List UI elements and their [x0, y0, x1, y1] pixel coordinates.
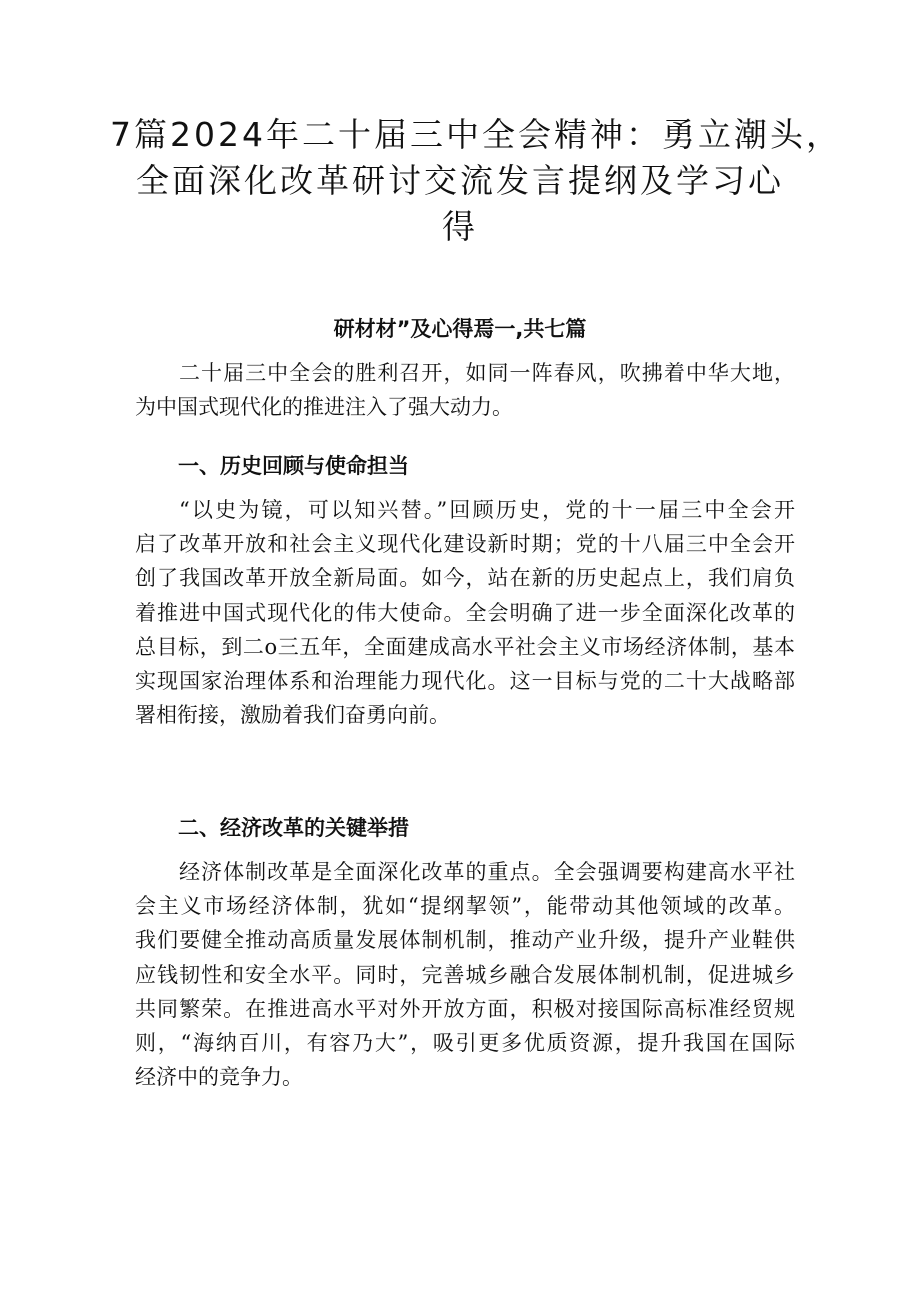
paragraph-line: 为中国式现代化的推进注入了强大动力。 [135, 395, 513, 420]
paragraph-line: 共同繁荣。在推进高水平对外开放方面，积极对接国际高标准经贸规 [135, 996, 795, 1021]
paragraph-line: “以史为镜，可以知兴替。”回顾历史，党的十一届三中全会开 [179, 498, 795, 522]
paragraph-line: 会主义市场经济体制，犹如“提纲挈领”，能带动其他领域的改革。 [135, 894, 795, 919]
intro-paragraph [135, 356, 795, 424]
paragraph-line: 总目标，到二o三五年，全面建成高水平社会主义市场经济体制，基本 [135, 634, 795, 659]
section-paragraph-history [135, 493, 795, 732]
paragraph-line: 经济体制改革是全面深化改革的重点。全会强调要构建高水平社 [179, 860, 795, 884]
paragraph-line: 二十届三中全会的胜利召开，如同一阵春风，吹拂着中华大地， [179, 361, 795, 385]
document-subtitle: 研材材”及心得焉一,共七篇 [333, 317, 587, 341]
title-line: 7篇2024年二十届三中全会精神：勇立潮头， [110, 115, 842, 154]
paragraph-line: 则，“海纳百川，有容乃大”，吸引更多优质资源，提升我国在国际 [135, 1031, 795, 1056]
paragraph-line: 经济中的竞争力。 [135, 1065, 303, 1090]
section-heading-economy: 二、经济改革的关键举措 [178, 816, 409, 840]
paragraph-line: 我们要健全推动高质量发展体制机制，推动产业升级，提升产业鞋供 [135, 928, 795, 953]
paragraph-line: 实现国家治理体系和治理能力现代化。这一目标与党的二十大战略部 [135, 669, 795, 694]
section-heading-history: 一、历史回顾与使命担当 [178, 454, 409, 478]
paragraph-line: 创了我国改革开放全新局面。如今，站在新的历史起点上，我们肩负 [135, 566, 795, 591]
paragraph-line: 应钱韧性和安全水平。同时，完善城乡融合发展体制机制，促进城乡 [135, 962, 795, 987]
title-line: 得 [442, 207, 478, 246]
paragraph-line: 着推进中国式现代化的伟大使命。全会明确了进一步全面深化改革的 [135, 600, 795, 625]
paragraph-line: 署相衔接，激励着我们奋勇向前。 [135, 703, 450, 728]
document-title [110, 112, 842, 250]
paragraph-line: 启了改革开放和社会主义现代化建设新时期；党的十八届三中全会开 [135, 532, 795, 557]
title-line: 全面深化改革研讨交流发言提纲及学习心 [136, 161, 784, 200]
section-paragraph-economy [135, 855, 795, 1094]
